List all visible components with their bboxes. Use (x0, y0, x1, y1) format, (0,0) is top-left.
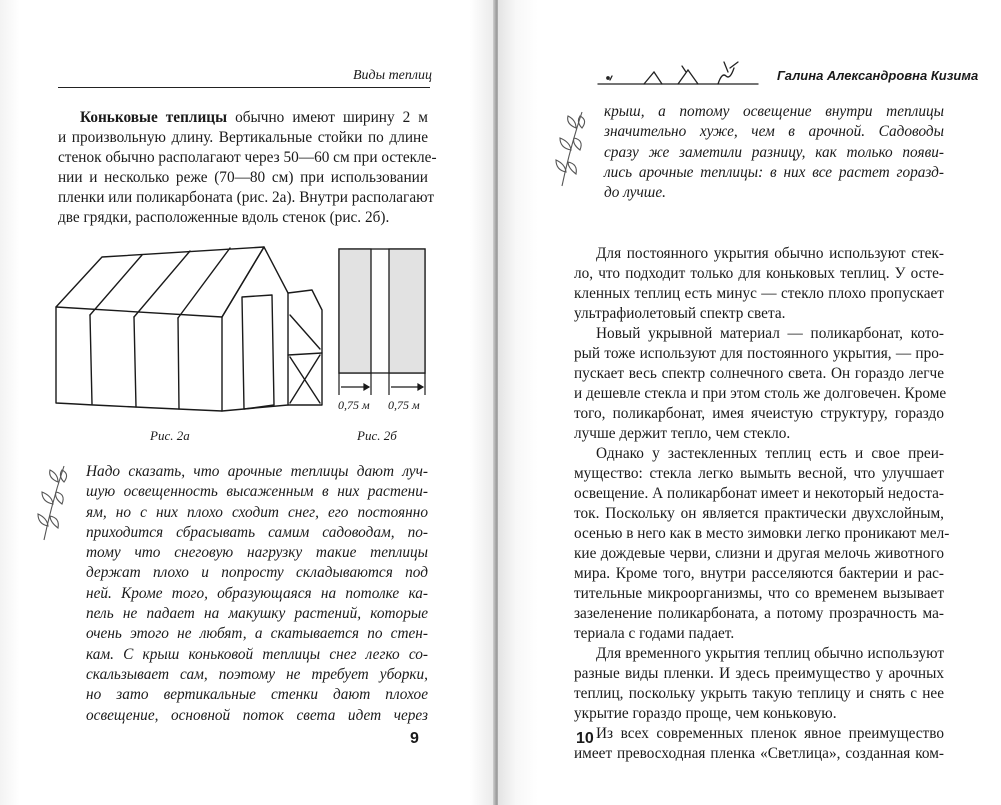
dimension-label-left: 0,75 м (338, 398, 370, 412)
text-line: ло, что подходит только для коньковых теплиц. У осте- (574, 265, 944, 282)
text-line: теплиц, поскольку укрыть такую теплицу и снять с нее (574, 685, 944, 702)
text-line: Однако у застекленных теплиц есть и свое преи- (596, 445, 944, 462)
bed-left (339, 249, 371, 373)
text-line: ток. Поскольку он является практически двухслойным, (574, 505, 944, 522)
note-line: ям, но с них плохо сходит снег, его постоянно (86, 503, 428, 521)
paragraph (574, 444, 950, 644)
leaf-ornament-icon (38, 462, 68, 542)
main-text (574, 244, 950, 764)
page-number-right: 10 (576, 730, 594, 747)
note-line: пель не падает на макушку растений, которые (86, 605, 428, 623)
text-line: Для временного укрытия теплиц обычно используют (596, 645, 944, 662)
note-line: до лучше. (604, 184, 666, 202)
text-line: лучше держит тепло, чем стекло. (574, 425, 791, 442)
greenhouse-door (242, 295, 274, 409)
text-line: Из всех современных пленок явное преимущество (596, 725, 944, 742)
page-number-left: 9 (410, 730, 419, 747)
text-line: две грядки, расположенные вдоль стенок (рис. 2б). (58, 209, 390, 226)
note-line: сразу же заметили разницу, как только появи- (604, 143, 944, 161)
text-line: Новый укрывной материал — поликарбонат, кото- (596, 325, 944, 342)
bed-right (389, 249, 425, 373)
note-line: лись арочные теплицы: в них все растет горазд- (604, 163, 944, 181)
note-line: Надо сказать, что арочные теплицы дают луч- (86, 463, 428, 480)
text-line: имеет превосходная пленка «Светлица», созданная ком- (574, 745, 944, 762)
left-page (0, 0, 495, 805)
sprout-ornament-icon (598, 58, 768, 88)
note-line: ней. Кроме того, образующаяся на потолке ка- (86, 584, 428, 602)
text-line: стенок обычно располагают через 50—60 см при остекле- (58, 149, 437, 166)
intro-paragraph (58, 108, 437, 228)
leaf-ornament-icon (556, 108, 586, 188)
paragraph (574, 644, 944, 724)
note-line: значительно хуже, чем в арочной. Садоводы (604, 123, 944, 141)
text-line: нии и несколько реже (70—80 см) при использовании (58, 169, 428, 186)
paragraph (574, 724, 944, 764)
text-line: кие дождевые черви, слизни и другая мелочь животного (574, 545, 944, 562)
text-line: пленки или поликарбоната (рис. 2а). Внутри располагают (58, 189, 435, 206)
greenhouse-roof (56, 247, 264, 317)
bold-term: Коньковые теплицы (80, 109, 228, 126)
text-line: укрытие гораздо проще, чем коньковую. (574, 705, 837, 722)
running-head-left: Виды теплиц (352, 68, 432, 83)
note-line: скальзывает сам, поэтому не требует уборки, (86, 665, 428, 683)
note-line: шую освещенность высаженным в них растени- (86, 483, 428, 501)
right-page (498, 0, 1001, 805)
sidebar-note-continued (604, 102, 944, 203)
sidebar-note (86, 462, 428, 726)
note-line: приходится сбрасывать самим садоводам, по- (86, 523, 428, 541)
bed-plan-diagram (335, 245, 435, 415)
note-line: освещение, основной поток света идет через (86, 706, 428, 724)
note-line: держат плохо и попросту складываются под (86, 564, 428, 582)
text-line: и произвольную длину. Вертикальные стойки по длине (58, 129, 428, 146)
text-line: рый тоже используют для постоянного укрытия, — про- (574, 345, 944, 362)
greenhouse-drawing (50, 245, 340, 415)
text-line: Для постоянного укрытия обычно используют стек- (596, 245, 944, 262)
text-line: Коньковые теплицы обычно имеют ширину 2 м (80, 109, 428, 126)
figure-2b-caption: Рис. 2б (357, 428, 397, 443)
greenhouse-wall (56, 307, 222, 411)
text-line: осенью в него как в место зимовки легко проникают мел- (574, 525, 950, 542)
text-line: того, поликарбонат, имея ячеистую структуру, гораздо (574, 405, 944, 422)
text-line: кленных теплиц есть минус — стекло плохо пропускает (574, 285, 944, 302)
text-line: и дешевле стекла и при этом столь же долговечен. Кроме (574, 385, 947, 402)
header-rule-left (58, 87, 430, 88)
note-line: но зато вертикальные стенки дают плохое (86, 686, 428, 704)
note-line: крыш, а потому освещение внутри теплицы (604, 103, 944, 120)
text-line: мира. Кроме того, внутри расселяются бактерии и рас- (574, 565, 944, 582)
paragraph (574, 324, 947, 444)
note-line: кам. С крыш коньковой теплицы снег легко со- (86, 645, 428, 663)
paragraph (574, 244, 944, 324)
text-line: мущество: стекла легко вымыть весной, что улучшает (574, 465, 944, 482)
text-line: освещение. А поликарбонат имеет и некоторый недоста- (574, 485, 944, 502)
note-line: очень этого не любят, а скатывается по стен- (86, 625, 428, 643)
text-line: разные виды пленки. И здесь преимущество у арочных (574, 665, 944, 682)
text-line: тительные микроорганизмы, что со временем вызывает (574, 585, 944, 602)
dimension-label-right: 0,75 м (388, 398, 420, 412)
note-line: тому что снеговую нагрузку такие теплицы (86, 544, 428, 562)
text-line: териала с годами падает. (574, 625, 735, 642)
figure-2a-caption: Рис. 2а (150, 428, 190, 443)
text-line: зазеленение поликарбоната, а потому прозрачность ма- (574, 605, 944, 622)
text-line: пускает весь спектр солнечного света. Он гораздо легче (574, 365, 944, 382)
text-line: ультрафиолетовый спектр света. (574, 305, 786, 322)
running-head-right: Галина Александровна Кизима (777, 68, 979, 83)
